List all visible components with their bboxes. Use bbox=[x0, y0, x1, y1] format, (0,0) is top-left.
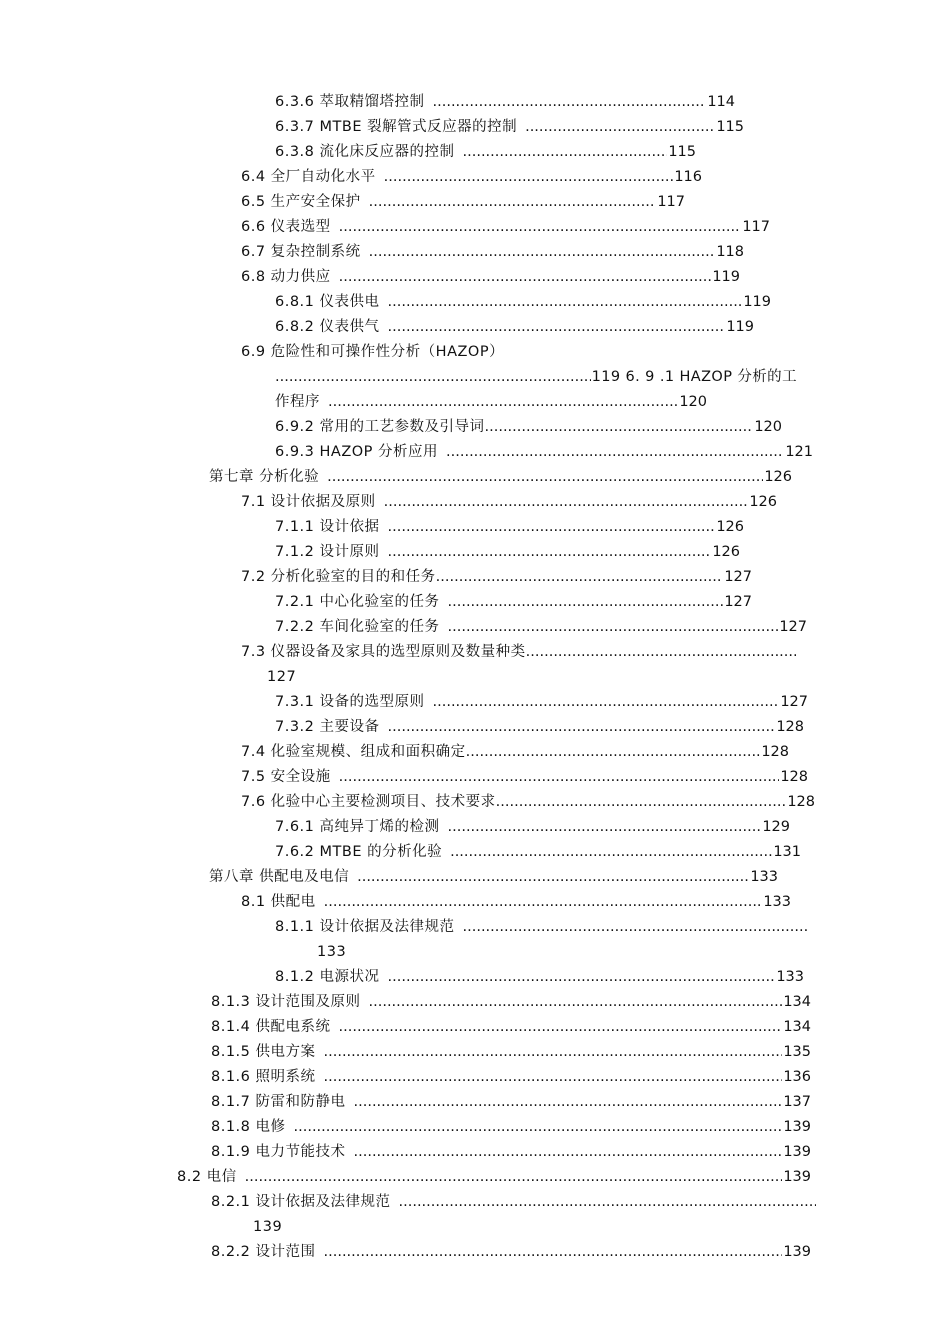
toc-page: 127 bbox=[780, 694, 808, 710]
toc-entry bbox=[209, 868, 778, 886]
toc-entry bbox=[241, 568, 752, 586]
toc-title: 6.9.2 常用的工艺参数及引导词 bbox=[275, 419, 485, 435]
toc-entry bbox=[317, 943, 346, 961]
toc-page: 139 bbox=[783, 1244, 811, 1260]
toc-entry bbox=[241, 768, 808, 786]
toc-leader bbox=[448, 593, 724, 611]
toc-title: 8.1.2 电源状况 bbox=[275, 969, 380, 985]
toc-title: 8.1.1 设计依据及法律规范 bbox=[275, 919, 455, 935]
toc-leader bbox=[448, 818, 762, 836]
toc-page: 131 bbox=[773, 844, 801, 860]
toc-leader bbox=[275, 368, 591, 386]
toc-title: 7.2 分析化验室的目的和任务 bbox=[241, 569, 436, 585]
toc-entry bbox=[241, 243, 744, 261]
toc-entry bbox=[241, 193, 685, 211]
toc-leader bbox=[357, 868, 749, 886]
toc-entry bbox=[211, 1068, 811, 1086]
toc-entry bbox=[211, 1043, 811, 1061]
toc-entry bbox=[275, 118, 744, 136]
toc-page: 137 bbox=[783, 1094, 811, 1110]
toc-title: 8.1.5 供电方案 bbox=[211, 1044, 316, 1060]
toc-leader bbox=[245, 1168, 783, 1186]
toc-entry bbox=[211, 1093, 811, 1111]
toc-page: 133 bbox=[763, 894, 791, 910]
toc-title: 6.5 生产安全保护 bbox=[241, 194, 361, 210]
toc-entry bbox=[241, 643, 797, 661]
toc-entry bbox=[253, 1218, 282, 1236]
toc-title: 第七章 分析化验 bbox=[209, 469, 320, 485]
toc-title: 8.1.4 供配电系统 bbox=[211, 1019, 331, 1035]
toc-page: 126 bbox=[749, 494, 777, 510]
toc-page: 126 bbox=[764, 469, 792, 485]
toc-page: 134 bbox=[783, 994, 811, 1010]
toc-entry bbox=[241, 218, 770, 236]
toc-leader bbox=[388, 718, 776, 736]
toc-page: 127 bbox=[779, 619, 807, 635]
toc-page: 133 bbox=[317, 944, 347, 960]
toc-entry bbox=[177, 1168, 811, 1186]
toc-leader bbox=[436, 568, 724, 586]
toc-page: 139 bbox=[253, 1219, 283, 1235]
toc-leader bbox=[525, 118, 715, 136]
toc-leader bbox=[294, 1118, 783, 1136]
toc-entry bbox=[275, 818, 790, 836]
toc-entry bbox=[211, 1118, 811, 1136]
toc-leader bbox=[339, 1018, 783, 1036]
toc-leader bbox=[526, 643, 796, 661]
toc-leader bbox=[354, 1093, 783, 1111]
toc-leader bbox=[324, 1043, 783, 1061]
toc-title: 7.1.1 设计依据 bbox=[275, 519, 380, 535]
toc-title: 8.2.2 设计范围 bbox=[211, 1244, 316, 1260]
toc-page: 139 bbox=[783, 1144, 811, 1160]
toc-entry bbox=[275, 93, 735, 111]
toc-title: 6.4 全厂自动化水平 bbox=[241, 169, 376, 185]
toc-page: 128 bbox=[787, 794, 815, 810]
toc-title: 8.2.1 设计依据及法律规范 bbox=[211, 1194, 391, 1210]
toc-title: 8.2 电信 bbox=[177, 1169, 237, 1185]
toc-leader bbox=[388, 543, 712, 561]
toc-title: 6.3.6 萃取精馏塔控制 bbox=[275, 94, 425, 110]
toc-page: 119 6. 9 .1 HAZOP 分析的工 bbox=[591, 369, 797, 385]
toc-title: 8.1.6 照明系统 bbox=[211, 1069, 316, 1085]
toc-title: 8.1 供配电 bbox=[241, 894, 316, 910]
toc-leader bbox=[485, 418, 754, 436]
toc-title: 6.8.1 仪表供电 bbox=[275, 294, 380, 310]
toc-title: 7.3.2 主要设备 bbox=[275, 719, 380, 735]
toc-leader bbox=[466, 743, 761, 761]
toc-entry bbox=[275, 693, 808, 711]
toc-page: 119 bbox=[743, 294, 771, 310]
toc-title: 7.6.1 高纯异丁烯的检测 bbox=[275, 819, 440, 835]
toc-entry bbox=[241, 793, 815, 811]
toc-title: 7.2.2 车间化验室的任务 bbox=[275, 619, 440, 635]
toc-entry bbox=[209, 468, 792, 486]
toc-entry bbox=[241, 893, 791, 911]
toc-entry bbox=[241, 268, 740, 286]
toc-entry bbox=[275, 843, 801, 861]
toc-entry bbox=[267, 668, 296, 686]
toc-leader bbox=[399, 1193, 816, 1211]
toc-title: 6.9 危险性和可操作性分析（HAZOP） bbox=[241, 344, 505, 360]
toc-leader bbox=[369, 993, 783, 1011]
toc-page: 119 bbox=[712, 269, 740, 285]
toc-entry bbox=[241, 168, 702, 186]
toc-leader bbox=[339, 268, 712, 286]
toc-page: 120 bbox=[754, 419, 782, 435]
toc-title: 作程序 bbox=[275, 394, 320, 410]
toc-entry bbox=[275, 143, 696, 161]
toc-page: 116 bbox=[674, 169, 702, 185]
toc-page: 133 bbox=[776, 969, 804, 985]
toc-entry bbox=[275, 318, 754, 336]
toc-leader bbox=[446, 443, 784, 461]
toc-leader bbox=[463, 143, 668, 161]
toc-entry bbox=[275, 418, 782, 436]
toc-page: 121 bbox=[785, 444, 813, 460]
toc-page: 117 bbox=[657, 194, 685, 210]
toc-entry bbox=[241, 743, 789, 761]
toc-page: 127 bbox=[724, 569, 752, 585]
toc-title: 7.3 仪器设备及家具的选型原则及数量种类 bbox=[241, 644, 526, 660]
toc-leader bbox=[369, 193, 657, 211]
toc-page: 127 bbox=[267, 669, 297, 685]
toc-title: 7.6 化验中心主要检测项目、技术要求 bbox=[241, 794, 496, 810]
toc-page: 136 bbox=[783, 1069, 811, 1085]
toc-title: 6.8.2 仪表供气 bbox=[275, 319, 380, 335]
toc-title: 6.8 动力供应 bbox=[241, 269, 331, 285]
toc-page: 127 bbox=[724, 594, 752, 610]
toc-entry bbox=[211, 1018, 811, 1036]
toc-leader bbox=[433, 693, 780, 711]
toc-entry bbox=[275, 518, 744, 536]
toc-leader bbox=[450, 843, 772, 861]
toc-entry bbox=[211, 993, 811, 1011]
toc-title: 7.3.1 设备的选型原则 bbox=[275, 694, 425, 710]
toc-page: 128 bbox=[780, 769, 808, 785]
toc-page: 126 bbox=[716, 519, 744, 535]
toc-entry bbox=[275, 718, 804, 736]
toc-entry bbox=[241, 343, 504, 361]
toc-title: 8.1.8 电修 bbox=[211, 1119, 286, 1135]
toc-title: 7.6.2 MTBE 的分析化验 bbox=[275, 844, 443, 860]
toc-leader bbox=[388, 518, 716, 536]
toc-leader bbox=[433, 93, 707, 111]
toc-entry bbox=[275, 968, 804, 986]
toc-entry bbox=[275, 618, 807, 636]
toc-page: 115 bbox=[668, 144, 696, 160]
toc-title: 8.1.9 电力节能技术 bbox=[211, 1144, 346, 1160]
toc-page: 128 bbox=[761, 744, 789, 760]
toc-entry bbox=[275, 443, 813, 461]
toc-leader bbox=[388, 293, 743, 311]
toc-leader bbox=[339, 218, 742, 236]
toc-page: 129 bbox=[762, 819, 790, 835]
toc-page: 133 bbox=[750, 869, 778, 885]
toc-title: 6.7 复杂控制系统 bbox=[241, 244, 361, 260]
toc-page: 115 bbox=[716, 119, 744, 135]
toc-entry bbox=[211, 1243, 811, 1261]
toc-leader bbox=[463, 918, 809, 936]
toc-leader bbox=[384, 493, 749, 511]
toc-entry bbox=[211, 1143, 811, 1161]
toc-leader bbox=[324, 893, 763, 911]
toc-entry bbox=[275, 543, 740, 561]
toc-page: 139 bbox=[783, 1169, 811, 1185]
toc-page: 126 bbox=[712, 544, 740, 560]
toc-page: 119 bbox=[726, 319, 754, 335]
toc-entry bbox=[275, 918, 810, 936]
toc-leader bbox=[384, 168, 674, 186]
toc-leader bbox=[448, 618, 779, 636]
toc-title: 6.3.8 流化床反应器的控制 bbox=[275, 144, 455, 160]
toc-entry bbox=[241, 493, 777, 511]
toc-page: 120 bbox=[679, 394, 707, 410]
toc-title: 7.1 设计依据及原则 bbox=[241, 494, 376, 510]
toc-title: 6.9.3 HAZOP 分析应用 bbox=[275, 444, 439, 460]
toc-page: 135 bbox=[783, 1044, 811, 1060]
toc-leader bbox=[388, 968, 776, 986]
toc-leader bbox=[354, 1143, 783, 1161]
toc-title: 8.1.3 设计范围及原则 bbox=[211, 994, 361, 1010]
toc-title: 6.3.7 MTBE 裂解管式反应器的控制 bbox=[275, 119, 518, 135]
toc-leader bbox=[327, 468, 763, 486]
toc-title: 7.1.2 设计原则 bbox=[275, 544, 380, 560]
toc-page: 134 bbox=[783, 1019, 811, 1035]
toc-page: 114 bbox=[707, 94, 735, 110]
toc-leader bbox=[388, 318, 726, 336]
toc-leader bbox=[339, 768, 780, 786]
toc-title: 7.2.1 中心化验室的任务 bbox=[275, 594, 440, 610]
toc-entry bbox=[275, 393, 707, 411]
toc-entry bbox=[275, 293, 771, 311]
toc-page: 128 bbox=[776, 719, 804, 735]
toc-leader bbox=[496, 793, 787, 811]
toc-leader bbox=[369, 243, 716, 261]
toc-page: 117 bbox=[742, 219, 770, 235]
toc-leader bbox=[324, 1068, 783, 1086]
toc-leader bbox=[328, 393, 678, 411]
toc-title: 6.6 仪表选型 bbox=[241, 219, 331, 235]
toc-title: 7.5 安全设施 bbox=[241, 769, 331, 785]
toc-page: 118 bbox=[716, 244, 744, 260]
toc-entry bbox=[275, 593, 752, 611]
toc-title: 8.1.7 防雷和防静电 bbox=[211, 1094, 346, 1110]
toc-entry bbox=[275, 368, 797, 386]
toc-leader bbox=[324, 1243, 783, 1261]
toc-entry bbox=[211, 1193, 817, 1211]
toc-page: 139 bbox=[783, 1119, 811, 1135]
toc-title: 7.4 化验室规模、组成和面积确定 bbox=[241, 744, 466, 760]
toc-title: 第八章 供配电及电信 bbox=[209, 869, 350, 885]
